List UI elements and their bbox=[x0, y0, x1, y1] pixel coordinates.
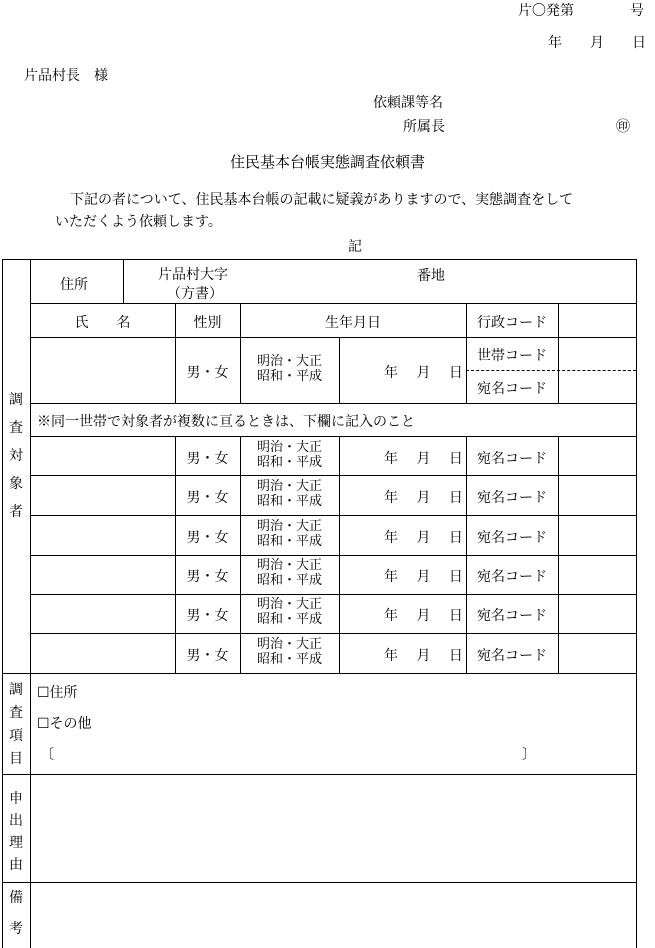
ki-label: 記 bbox=[348, 239, 362, 255]
document-title: 住民基本台帳実態調査依頼書 bbox=[229, 153, 425, 171]
body-line-2: いただくよう依頼します。 bbox=[55, 214, 222, 230]
requester-head-label: 所属長 bbox=[403, 119, 445, 135]
item-other-checkbox[interactable]: ☐その他 bbox=[37, 716, 92, 732]
katagaki-label: （方書） bbox=[167, 286, 223, 302]
setai-code-label: 世帯コード bbox=[477, 348, 547, 364]
item-address-checkbox[interactable]: ☐住所 bbox=[37, 685, 78, 701]
seal-mark: ㊞ bbox=[616, 119, 630, 135]
subject-section-label: 調 査 対 象 者 bbox=[9, 392, 23, 520]
address-label: 住所 bbox=[60, 277, 88, 293]
primary-ymd: 年 月 日 bbox=[384, 365, 463, 381]
col-admin-code: 行政コード bbox=[477, 315, 547, 331]
col-dob: 生年月日 bbox=[325, 315, 381, 331]
village-label: 片品村大字 bbox=[158, 267, 228, 283]
bracket-close: 〕 bbox=[522, 747, 536, 763]
remarks-section-label: 備 考 bbox=[9, 890, 23, 937]
primary-sex: 男・女 bbox=[186, 365, 229, 381]
primary-era-2: 昭和・平成 bbox=[256, 369, 322, 384]
document-date: 年 月 日 bbox=[548, 35, 646, 51]
col-name: 氏 名 bbox=[74, 315, 131, 331]
primary-era-1: 明治・大正 bbox=[256, 354, 322, 369]
requester-dept-label: 依頼課等名 bbox=[373, 95, 443, 111]
atena-code-label: 宛名コード bbox=[477, 381, 547, 397]
bracket-open: 〔 bbox=[40, 747, 54, 763]
multiple-subjects-note: ※同一世帯で対象者が複数に亘るときは、下欄に記入のこと bbox=[37, 414, 415, 430]
body-line-1: 下記の者について、住民基本台帳の記載に疑義がありますので、実態調査をして bbox=[70, 192, 574, 208]
col-sex: 性別 bbox=[193, 315, 222, 331]
reason-section-label: 申 出 理 由 bbox=[9, 791, 23, 873]
addressee: 片品村長 様 bbox=[24, 68, 108, 84]
items-section-label: 調 査 項 目 bbox=[9, 682, 23, 767]
banchi-label: 番地 bbox=[417, 268, 445, 284]
document-number: 片〇発第 号 bbox=[518, 3, 644, 19]
